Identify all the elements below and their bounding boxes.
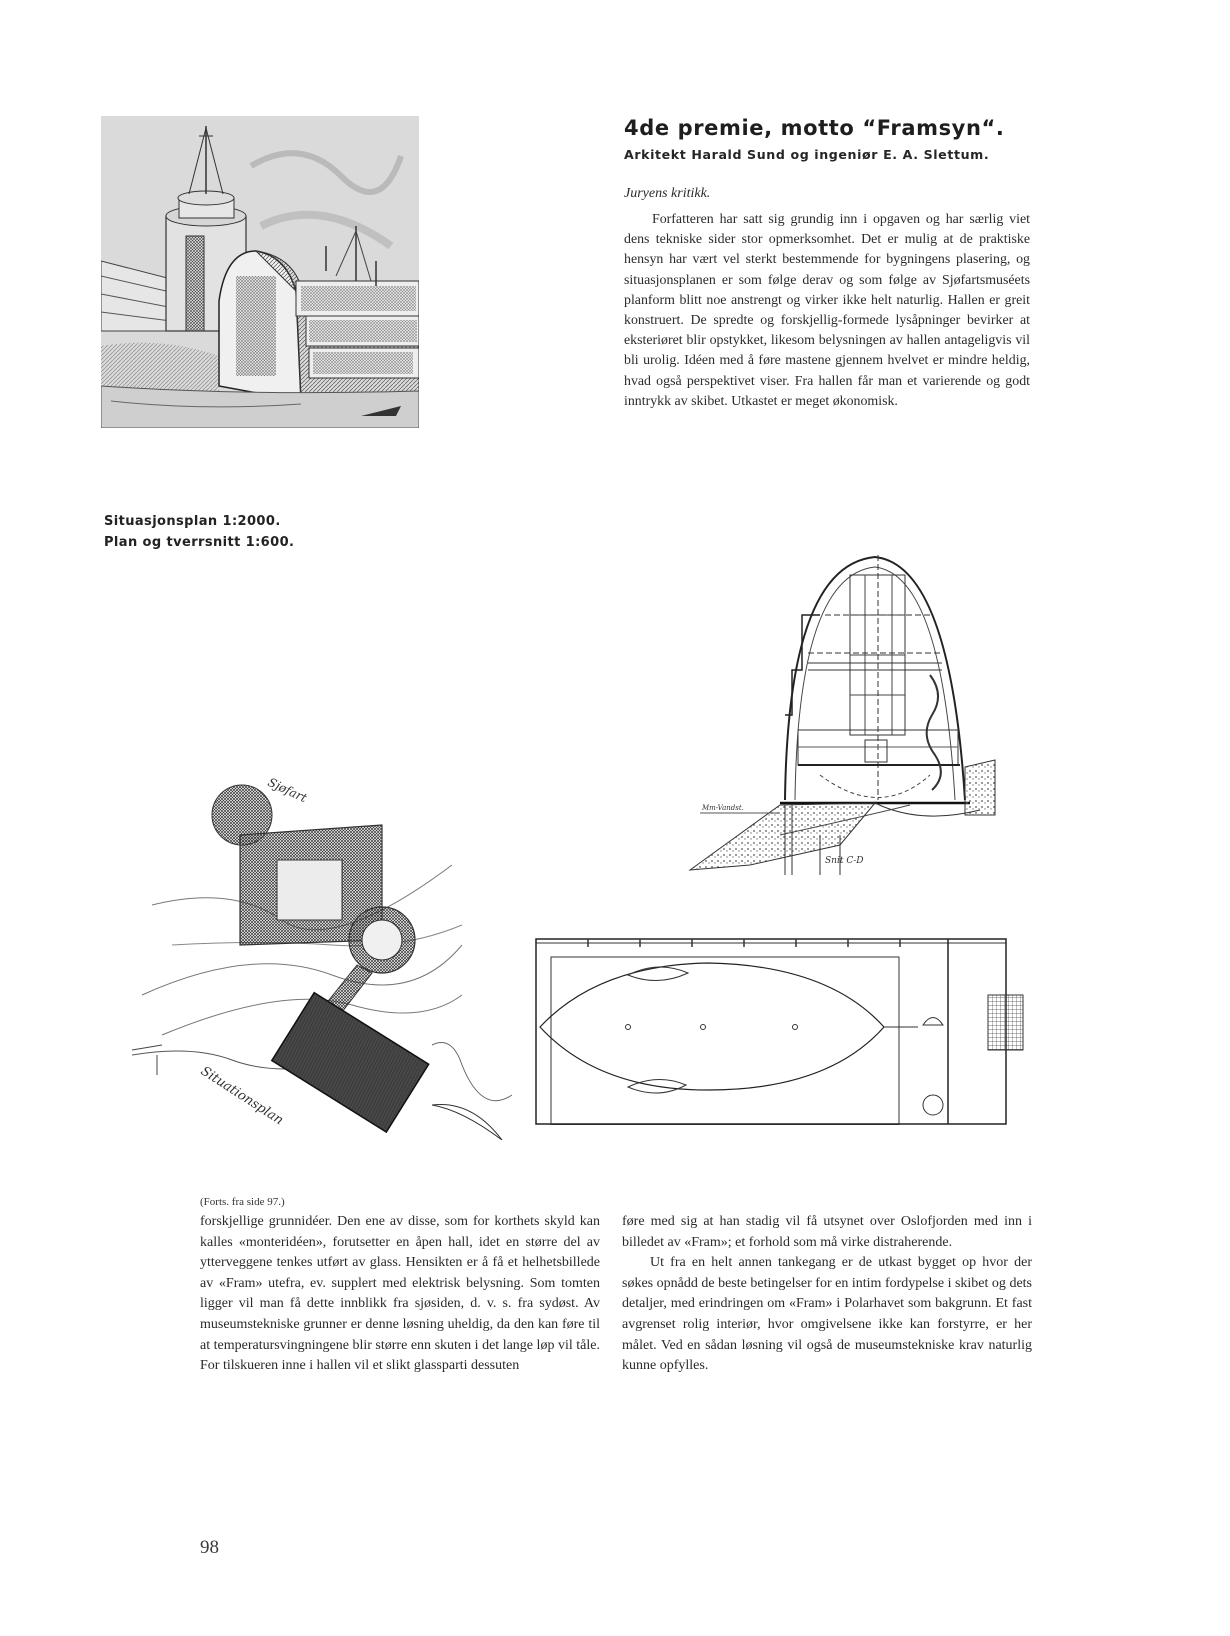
site-plan-svg <box>132 745 532 1140</box>
article-paragraph: Ut fra en helt annen tankegang er de utkast bygget op hvor der søkes opnådd de beste betingelser for en intim fordypelse i skibet og dets detaljer, med erindringen om «Fram» i Polarhavet som bakgrunn. Et fast avgrenset rolig interiør, hvor omgivelsene ikke kan forstyrre, er her målet. Ved en sådan løsning vil også de museumstekniske krav naturlig kunne opfylles. <box>622 1255 1032 1374</box>
caption-plan-section: Plan og tverrsnitt 1:600. <box>104 535 295 550</box>
perspective-sketch-drawing <box>101 116 419 428</box>
article-subtitle: Arkitekt Harald Sund og ingeniør E. A. Slettum. <box>624 147 990 162</box>
continuation-note: (Forts. fra side 97.) <box>200 1196 285 1208</box>
floor-plan-drawing <box>528 925 1048 1125</box>
article-paragraph: forskjellige grunnidéer. Den ene av disse, som for korthets skyld kan kalles «monteridéen», forutsetter en åpen hall, idet en større del av ytterveggene tenkes utført av glass. Hensikten er å få et helhetsbillede av «Fram» utefra, ev. supplert med elektrisk belysning. Som tomten ligger vil man få dette innblikk fra sjøsiden, d. v. s. fra sydøst. Av museumstekniske grunner er denne løsning uheldig, da den kan føre til at temperatursvingningene blir større enn skuten i det lange løp vil tåle. For tilskueren inne i hallen vil et slikt glassparti dessuten <box>200 1214 600 1374</box>
article-column-right <box>622 1212 1032 1377</box>
section-label: Snit C-D <box>825 856 864 866</box>
article-paragraph: føre med sig at han stadig vil få utsynet over Oslofjorden med inn i billedet av «Fram»; et forhold som må virke distraherende. <box>622 1214 1032 1250</box>
perspective-sketch <box>101 116 419 428</box>
site-label-bottom: Situationsplan <box>197 1063 286 1129</box>
site-label-top: Sjøfart <box>265 775 310 806</box>
article-column-left <box>200 1212 600 1377</box>
jury-heading: Juryens kritikk. <box>624 186 711 201</box>
site-plan-drawing <box>132 745 532 1140</box>
water-level-label: Mm-Vandst. <box>702 804 744 812</box>
jury-critique-text: Forfatteren har satt sig grundig inn i opgaven og har særlig viet dens tekniske sider stor opmerksomhet. Det er mulig at de praktiske hensyn har vært vel sterkt bestemmende for bygningens plasering, og situasjonsplanen er som følge derav og som følge av Sjøfartsmuséets planform blitt noe anstrengt og virker ikke helt naturlig. Hallen er greit konstruert. De spredte og forskjellig-formede lysåpninger bevirker at eksteriøret blir opstykket, likesom belysningen av hallen antageligvis vil bli urolig. Idéen med å føre mastene gjennem hvelvet er mindre heldig, hvad også perspektivet viser. Fra hallen får man et varierende og godt inntrykk av skibet. Utkastet er meget økonomisk. <box>624 212 1030 409</box>
cross-section-svg <box>680 535 1000 875</box>
cross-section-drawing <box>680 535 1000 875</box>
floor-plan-svg <box>528 925 1048 1125</box>
caption-site-plan: Situasjonsplan 1:2000. <box>104 514 281 529</box>
fram-hall-footprint <box>272 993 429 1132</box>
page-number: 98 <box>200 1537 219 1558</box>
article-title: 4de premie, motto “Framsyn“. <box>624 116 1005 140</box>
